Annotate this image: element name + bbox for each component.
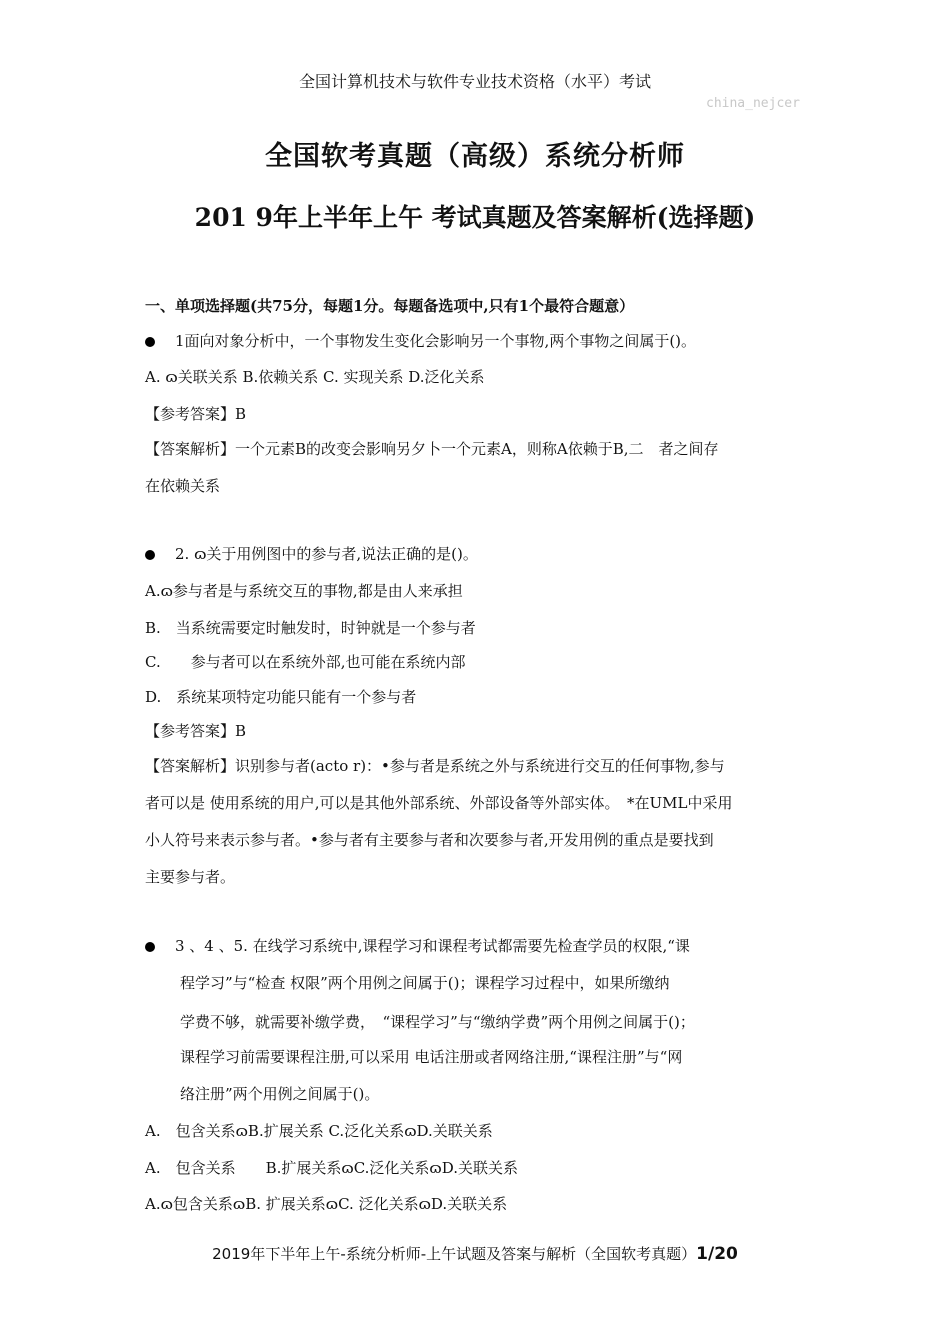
question-2-text: 2. ɷ关于用例图中的参与者,说法正确的是()。: [175, 545, 478, 563]
question-1-analysis-line: 【答案解析】一个元素B的改变会影响另夕卜一个元素A，则称A依赖于B,二 者之间存: [145, 440, 719, 458]
question-3-text-line: 络注册”两个用例之间属于()。: [180, 1085, 380, 1103]
page-footer: [0, 1243, 950, 1264]
question-3-text-line: 课程学习前需要课程注册,可以采用 电话注册或者网络注册,“课程注册”与“网: [180, 1048, 683, 1066]
question-2-analysis-line: 小人符号来表示参与者。•参与者有主要参与者和次要参与者,开发用例的重点是要找到: [145, 831, 714, 849]
question-5-options: A.ɷ包含关系ɷB. 扩展关系ɷC. 泛化关系ɷD.关联关系: [145, 1195, 508, 1213]
question-1: [145, 330, 696, 351]
question-4-options: A. 包含关系 B.扩展关系ɷC.泛化关系ɷD.关联关系: [145, 1159, 519, 1177]
question-2-answer: 【参考答案】B: [145, 722, 247, 740]
question-1-answer: 【参考答案】B: [145, 405, 247, 423]
question-2-analysis-line: 者可以是 使用系统的用户,可以是其他外部系统、外部设备等外部实体。 *在UML中采用: [145, 794, 733, 812]
question-2-option-b: B. 当系统需要定时触发时，时钟就是一个参与者: [145, 619, 476, 637]
question-2-option-c: C. 参与者可以在系统外部,也可能在系统内部: [145, 653, 466, 671]
watermark: china_nejcer: [706, 96, 800, 111]
question-1-text: 1面向对象分析中，一个事物发生变化会影响另一个事物,两个事物之间属于()。: [175, 332, 697, 350]
page-header: 全国计算机技术与软件专业技术资格（水平）考试: [298, 72, 651, 91]
footer-text: 2019年下半年上午-系统分析师-上午试题及答案与解析（全国软考真题）: [212, 1245, 697, 1263]
question-3: [145, 935, 690, 956]
question-1-analysis-line: 在依赖关系: [145, 477, 221, 495]
question-2: [145, 543, 478, 564]
page-number: 1/20: [696, 1244, 738, 1264]
document-title: 全国软考真题（高级）系统分析师: [265, 141, 685, 172]
question-2-option-d: D. 系统某项特定功能只能有一个参与者: [145, 688, 417, 706]
question-3-options: A. 包含关系ɷB.扩展关系 C.泛化关系ɷD.关联关系: [145, 1122, 493, 1140]
question-1-options: A. ɷ关联关系 B.依赖关系 C. 实现关系 D.泛化关系: [145, 368, 485, 386]
question-3-text: 3 、4 、5. 在线学习系统中,课程学习和课程考试都需要先检查学员的权限,“课: [175, 937, 690, 955]
question-3-text-line: 程学习”与“检查 权限”两个用例之间属于()；课程学习过程中，如果所缴纳: [180, 974, 670, 992]
document-subtitle: 201 9年上半年上午 考试真题及答案解析(选择题): [194, 203, 756, 232]
question-2-analysis-line: 主要参与者。: [145, 868, 236, 886]
bullet-icon: [145, 550, 155, 560]
question-2-analysis-line: 【答案解析】识别参与者(acto r)：•参与者是系统之外与系统进行交互的任何事物,参与: [145, 757, 725, 775]
bullet-icon: [145, 942, 155, 952]
bullet-icon: [145, 337, 155, 347]
question-3-text-line: 学费不够，就需要补缴学费， “课程学习”与“缴纳学费”两个用例之间属于()；: [180, 1013, 695, 1031]
question-2-option-a: A.ɷ参与者是与系统交互的事物,都是由人来承担: [145, 582, 463, 600]
section-heading: 一、单项选择题(共75分，每题1分。每题备选项中,只有1个最符合题意）: [145, 297, 635, 315]
